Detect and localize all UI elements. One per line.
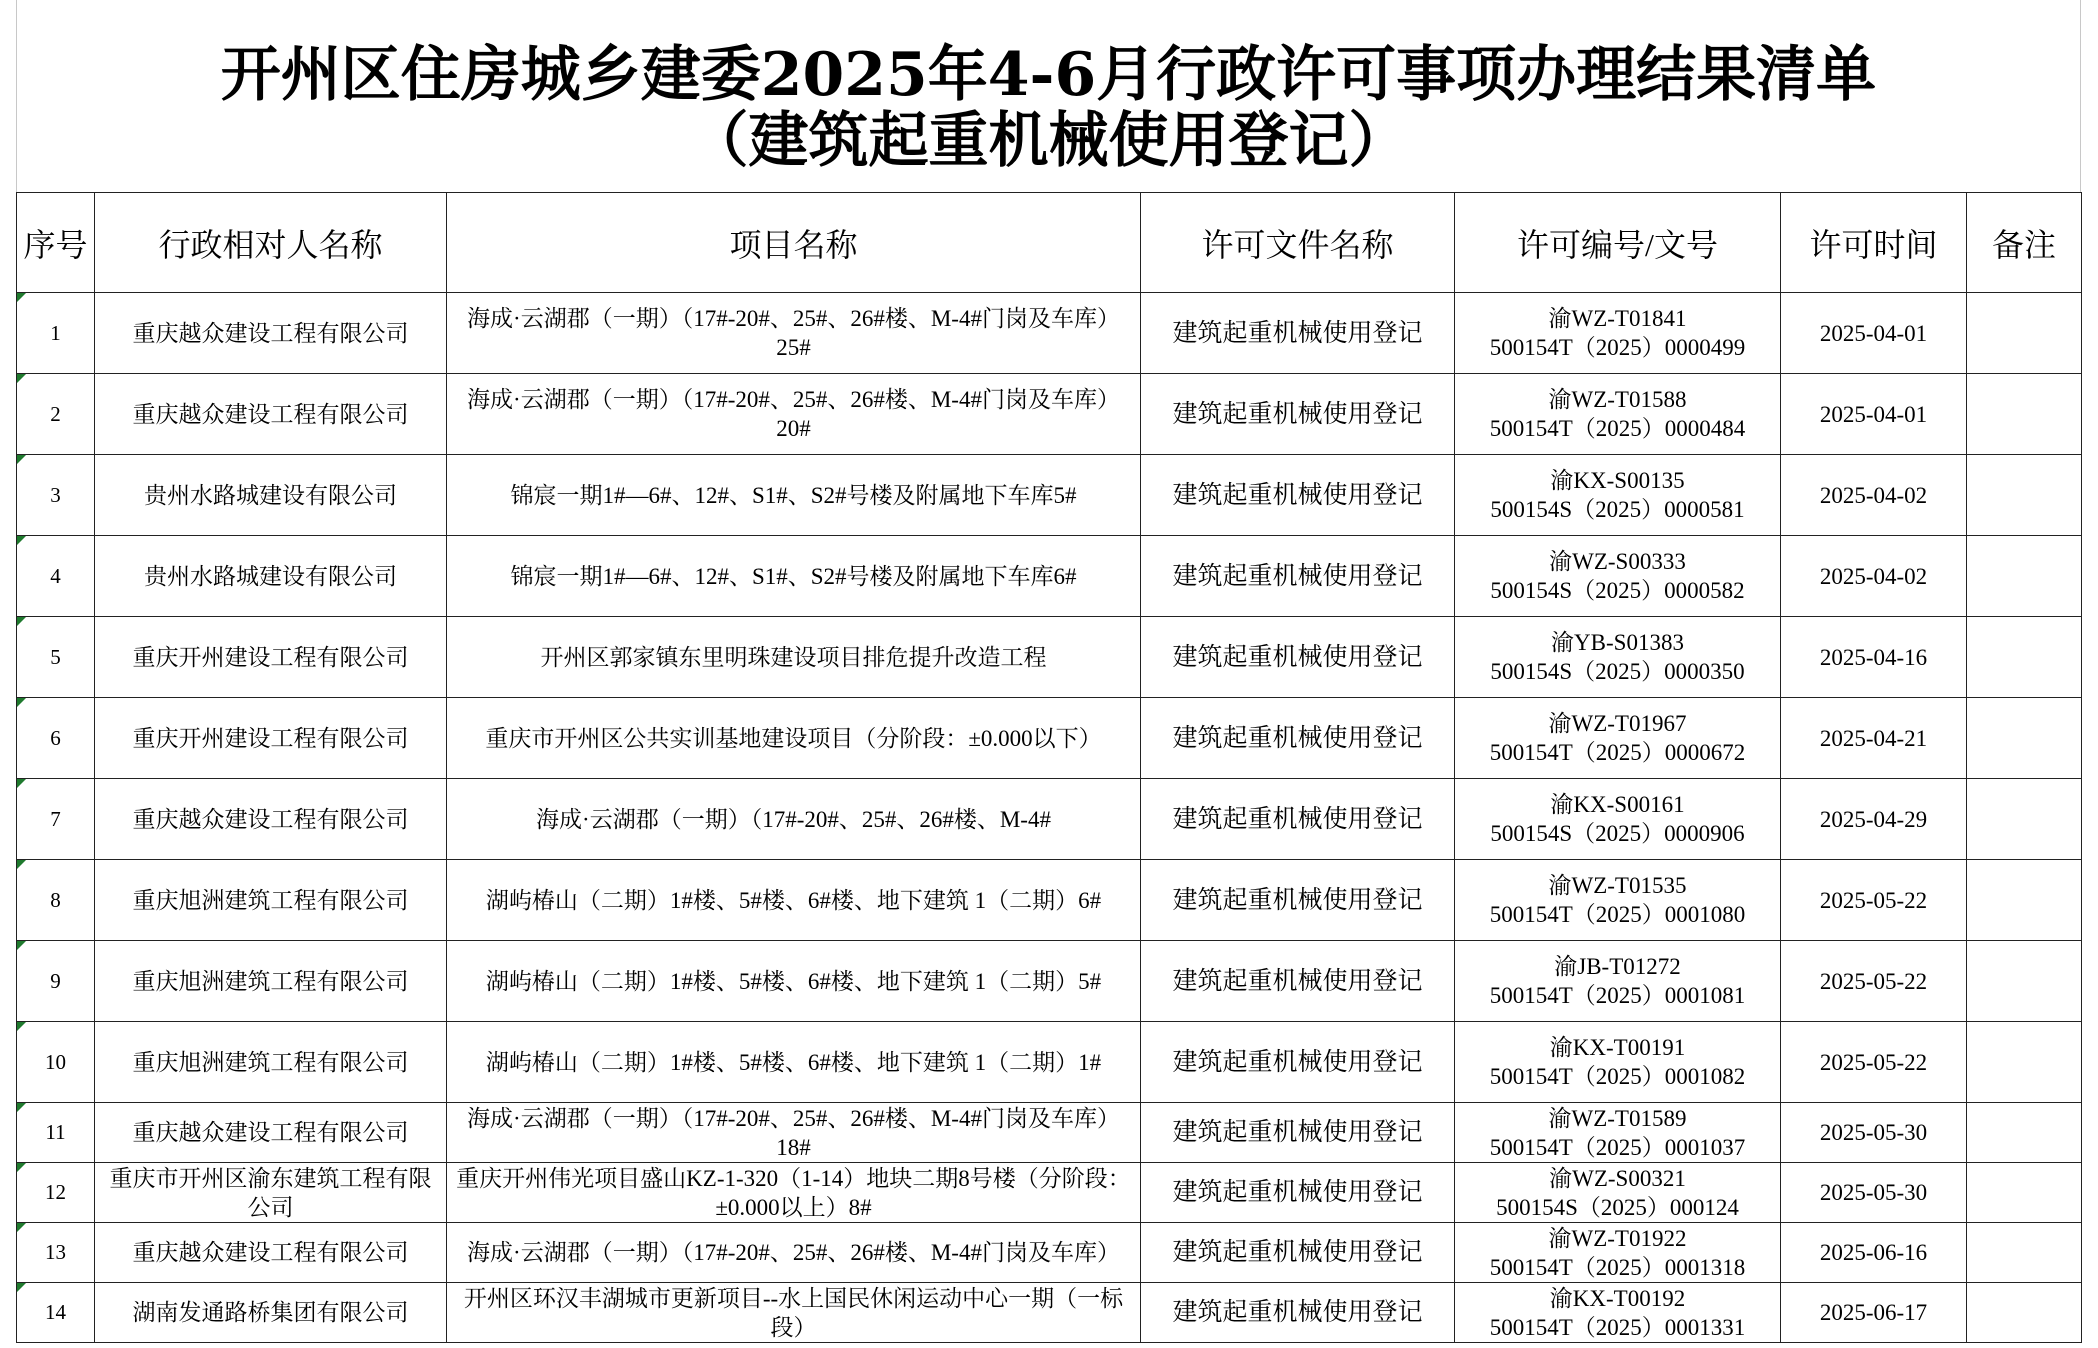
project-name: 开州区环汉丰湖城市更新项目--水上国民休闲运动中心一期（一标段） — [463, 1285, 1124, 1340]
seq-cell — [17, 536, 95, 617]
document-name-cell — [1141, 1103, 1455, 1163]
remark-cell — [1967, 617, 2082, 698]
permit-number-cell — [1455, 1223, 1781, 1283]
table-row — [17, 779, 2082, 860]
error-indicator-icon — [17, 698, 26, 707]
permit-code: 渝KX-S00161 — [1550, 792, 1685, 817]
permit-date-cell — [1781, 455, 1967, 536]
seq-cell — [17, 455, 95, 536]
permit-code: 渝JB-T01272 — [1554, 954, 1681, 979]
permit-doc-number: 500154T（2025）0001082 — [1489, 1064, 1746, 1089]
seq-number: 6 — [50, 725, 61, 750]
applicant-cell — [95, 293, 447, 374]
table-row — [17, 374, 2082, 455]
seq-number: 12 — [45, 1180, 66, 1204]
applicant-name: 贵州水路城建设有限公司 — [144, 563, 397, 589]
applicant-cell — [95, 779, 447, 860]
permit-code: 渝WZ-S00333 — [1549, 549, 1686, 574]
document-name: 建筑起重机械使用登记 — [1172, 886, 1423, 914]
permit-date: 2025-04-01 — [1819, 401, 1928, 427]
page-subtitle: （建筑起重机械使用登记） — [688, 106, 1409, 176]
permit-doc-number: 500154S（2025）0000581 — [1490, 497, 1745, 522]
document-name: 建筑起重机械使用登记 — [1172, 1119, 1423, 1146]
remark-cell — [1967, 860, 2082, 941]
applicant-name: 重庆旭洲建筑工程有限公司 — [132, 1049, 409, 1075]
seq-number: 10 — [45, 1049, 66, 1074]
error-indicator-icon — [17, 1283, 26, 1292]
document-name-cell — [1141, 374, 1455, 455]
permit-date-cell — [1781, 860, 1967, 941]
project-name: 海成·云湖郡（一期）（17#-20#、25#、26#楼、M-4#门岗及车库）20# — [467, 387, 1120, 441]
permit-doc-number: 500154T（2025）0001318 — [1489, 1254, 1746, 1280]
document-name: 建筑起重机械使用登记 — [1172, 562, 1423, 590]
seq-number: 14 — [45, 1300, 66, 1324]
applicant-name: 重庆越众建设工程有限公司 — [132, 1240, 409, 1265]
project-cell — [447, 941, 1141, 1022]
permit-date: 2025-05-22 — [1819, 887, 1928, 913]
permit-date: 2025-05-30 — [1819, 1180, 1928, 1205]
table-header-row — [17, 193, 2082, 293]
document-name: 建筑起重机械使用登记 — [1172, 319, 1423, 347]
permit-date-cell — [1781, 1103, 1967, 1163]
permit-date-cell — [1781, 1022, 1967, 1103]
permit-code: 渝WZ-T01967 — [1548, 711, 1687, 736]
project-name: 海成·云湖郡（一期）（17#-20#、25#、26#楼、M-4#门岗及车库）18# — [467, 1105, 1120, 1160]
remark-cell — [1967, 941, 2082, 1022]
applicant-cell — [95, 1022, 447, 1103]
seq-cell — [17, 374, 95, 455]
permit-code: 渝KX-T00191 — [1549, 1035, 1686, 1060]
seq-number: 13 — [45, 1240, 66, 1264]
permit-date-cell — [1781, 941, 1967, 1022]
project-cell — [447, 293, 1141, 374]
permit-date: 2025-06-16 — [1819, 1240, 1928, 1265]
project-name: 湖屿椿山（二期）1#楼、5#楼、6#楼、地下建筑 1（二期）5# — [485, 968, 1102, 994]
error-indicator-icon — [17, 860, 26, 869]
table-row — [17, 698, 2082, 779]
permit-code: 渝WZ-T01922 — [1548, 1225, 1687, 1251]
permit-number-cell — [1455, 293, 1781, 374]
seq-number: 7 — [50, 806, 61, 831]
applicant-cell — [95, 860, 447, 941]
seq-number: 4 — [50, 563, 61, 588]
project-cell — [447, 1283, 1141, 1343]
document-name: 建筑起重机械使用登记 — [1172, 967, 1423, 995]
document-name-cell — [1141, 455, 1455, 536]
seq-number: 3 — [50, 482, 61, 507]
project-cell — [447, 617, 1141, 698]
permit-code: 渝WZ-T01589 — [1548, 1105, 1687, 1131]
header-document-name: 许可文件名称 — [1141, 193, 1455, 293]
permit-doc-number: 500154T（2025）0001037 — [1489, 1134, 1746, 1160]
remark-cell — [1967, 1163, 2082, 1223]
permit-date-cell — [1781, 1283, 1967, 1343]
error-indicator-icon — [17, 455, 26, 464]
seq-cell — [17, 1022, 95, 1103]
header-permit-number: 许可编号/文号 — [1455, 193, 1781, 293]
table-body — [17, 293, 2082, 1343]
applicant-name: 重庆旭洲建筑工程有限公司 — [132, 968, 409, 994]
permit-date: 2025-06-17 — [1819, 1300, 1928, 1325]
header-remark: 备注 — [1967, 193, 2082, 293]
seq-cell — [17, 698, 95, 779]
permit-code: 渝KX-T00192 — [1549, 1285, 1686, 1311]
project-name: 海成·云湖郡（一期）（17#-20#、25#、26#楼、M-4#门岗及车库） — [467, 1240, 1120, 1265]
document-name-cell — [1141, 941, 1455, 1022]
document-name: 建筑起重机械使用登记 — [1172, 1239, 1423, 1266]
error-indicator-icon — [17, 779, 26, 788]
seq-cell — [17, 779, 95, 860]
document-name: 建筑起重机械使用登记 — [1172, 805, 1423, 833]
applicant-name: 湖南发通路桥集团有限公司 — [132, 1300, 409, 1325]
table-row — [17, 941, 2082, 1022]
table-row — [17, 536, 2082, 617]
permit-date-cell — [1781, 1223, 1967, 1283]
permit-date-cell — [1781, 698, 1967, 779]
permit-doc-number: 500154T（2025）0000484 — [1489, 416, 1746, 441]
permit-number-cell — [1455, 1163, 1781, 1223]
permit-code: 渝WZ-S00321 — [1549, 1165, 1686, 1191]
permit-code: 渝WZ-T01588 — [1548, 387, 1687, 412]
remark-cell — [1967, 455, 2082, 536]
project-cell — [447, 779, 1141, 860]
applicant-name: 重庆开州建设工程有限公司 — [132, 725, 409, 751]
seq-cell — [17, 1103, 95, 1163]
document-name: 建筑起重机械使用登记 — [1172, 1299, 1423, 1326]
error-indicator-icon — [17, 1022, 26, 1031]
project-cell — [447, 698, 1141, 779]
project-name: 重庆开州伟光项目盛山KZ-1-320（1-14）地块二期8号楼（分阶段：±0.000以上）8# — [456, 1165, 1131, 1220]
document-name-cell — [1141, 779, 1455, 860]
error-indicator-icon — [17, 374, 26, 383]
error-indicator-icon — [17, 1103, 26, 1112]
permit-date-cell — [1781, 536, 1967, 617]
document-name: 建筑起重机械使用登记 — [1172, 643, 1423, 671]
permit-date-cell — [1781, 374, 1967, 455]
permit-doc-number: 500154T（2025）0000499 — [1489, 335, 1746, 360]
document-name: 建筑起重机械使用登记 — [1172, 1179, 1423, 1206]
permit-doc-number: 500154T（2025）0001081 — [1489, 983, 1746, 1008]
table-row — [17, 1163, 2082, 1223]
applicant-name: 重庆越众建设工程有限公司 — [132, 1120, 409, 1145]
error-indicator-icon — [17, 293, 26, 302]
project-cell — [447, 374, 1141, 455]
error-indicator-icon — [17, 1163, 26, 1172]
remark-cell — [1967, 1022, 2082, 1103]
applicant-cell — [95, 617, 447, 698]
document-name: 建筑起重机械使用登记 — [1172, 724, 1423, 752]
remark-cell — [1967, 779, 2082, 860]
remark-cell — [1967, 536, 2082, 617]
title-block — [16, 0, 2081, 192]
seq-number: 2 — [50, 401, 61, 426]
permit-date: 2025-05-22 — [1819, 968, 1928, 994]
document-name-cell — [1141, 617, 1455, 698]
project-cell — [447, 1022, 1141, 1103]
permit-code: 渝WZ-T01841 — [1548, 306, 1687, 331]
error-indicator-icon — [17, 1223, 26, 1232]
remark-cell — [1967, 293, 2082, 374]
project-name: 锦宸一期1#—6#、12#、S1#、S2#号楼及附属地下车库6# — [510, 563, 1077, 589]
permit-doc-number: 500154S（2025）0000350 — [1490, 659, 1745, 684]
project-cell — [447, 860, 1141, 941]
permit-date: 2025-04-02 — [1819, 563, 1928, 589]
seq-number: 8 — [50, 887, 61, 912]
permit-date: 2025-05-30 — [1819, 1120, 1928, 1145]
permit-number-cell — [1455, 860, 1781, 941]
project-cell — [447, 1103, 1141, 1163]
error-indicator-icon — [17, 536, 26, 545]
applicant-cell — [95, 1223, 447, 1283]
document-name-cell — [1141, 1283, 1455, 1343]
applicant-name: 重庆市开州区渝东建筑工程有限公司 — [109, 1165, 432, 1220]
permit-doc-number: 500154T（2025）0001080 — [1489, 902, 1746, 927]
permit-doc-number: 500154S（2025）000124 — [1496, 1194, 1739, 1220]
project-name: 重庆市开州区公共实训基地建设项目（分阶段：±0.000以下） — [485, 725, 1102, 751]
header-permit-date: 许可时间 — [1781, 193, 1967, 293]
error-indicator-icon — [17, 941, 26, 950]
document-name-cell — [1141, 860, 1455, 941]
table-row — [17, 1223, 2082, 1283]
permit-code: 渝WZ-T01535 — [1548, 873, 1687, 898]
document-name: 建筑起重机械使用登记 — [1172, 481, 1423, 509]
permit-date: 2025-05-22 — [1819, 1049, 1928, 1075]
seq-number: 1 — [50, 320, 61, 345]
permit-number-cell — [1455, 374, 1781, 455]
header-seq: 序号 — [17, 193, 95, 293]
table-row — [17, 455, 2082, 536]
permit-date: 2025-04-21 — [1819, 725, 1928, 751]
permit-number-cell — [1455, 1022, 1781, 1103]
table-row — [17, 1283, 2082, 1343]
applicant-cell — [95, 941, 447, 1022]
table-row — [17, 293, 2082, 374]
project-name: 海成·云湖郡（一期）（17#-20#、25#、26#楼、M-4# — [536, 806, 1051, 832]
seq-cell — [17, 941, 95, 1022]
permit-code: 渝KX-S00135 — [1550, 468, 1685, 493]
page-title: 开州区住房城乡建委2025年4-6月行政许可事项办理结果清单 — [220, 40, 1877, 110]
seq-cell — [17, 293, 95, 374]
document-name: 建筑起重机械使用登记 — [1172, 400, 1423, 428]
seq-cell — [17, 617, 95, 698]
permit-number-cell — [1455, 698, 1781, 779]
permit-number-cell — [1455, 455, 1781, 536]
permit-number-cell — [1455, 536, 1781, 617]
permit-date-cell — [1781, 779, 1967, 860]
permit-number-cell — [1455, 617, 1781, 698]
document-name-cell — [1141, 1022, 1455, 1103]
applicant-name: 重庆越众建设工程有限公司 — [132, 806, 409, 832]
seq-number: 9 — [50, 968, 61, 993]
seq-cell — [17, 1223, 95, 1283]
permit-date-cell — [1781, 293, 1967, 374]
permit-number-cell — [1455, 941, 1781, 1022]
project-name: 开州区郭家镇东里明珠建设项目排危提升改造工程 — [540, 644, 1047, 670]
table-row — [17, 860, 2082, 941]
project-cell — [447, 455, 1141, 536]
applicant-name: 重庆越众建设工程有限公司 — [132, 320, 409, 346]
permit-date: 2025-04-01 — [1819, 320, 1928, 346]
applicant-cell — [95, 536, 447, 617]
applicant-name: 贵州水路城建设有限公司 — [144, 482, 397, 508]
applicant-name: 重庆开州建设工程有限公司 — [132, 644, 409, 670]
remark-cell — [1967, 698, 2082, 779]
document-name: 建筑起重机械使用登记 — [1172, 1048, 1423, 1076]
permit-doc-number: 500154T（2025）0001331 — [1489, 1314, 1746, 1340]
permit-date-cell — [1781, 1163, 1967, 1223]
permit-date: 2025-04-16 — [1819, 644, 1928, 670]
permit-number-cell — [1455, 779, 1781, 860]
document-name-cell — [1141, 293, 1455, 374]
header-applicant: 行政相对人名称 — [95, 193, 447, 293]
project-name: 湖屿椿山（二期）1#楼、5#楼、6#楼、地下建筑 1（二期）6# — [485, 887, 1102, 913]
permit-date: 2025-04-29 — [1819, 806, 1928, 832]
permit-doc-number: 500154T（2025）0000672 — [1489, 740, 1746, 765]
remark-cell — [1967, 1283, 2082, 1343]
applicant-cell — [95, 455, 447, 536]
error-indicator-icon — [17, 617, 26, 626]
permit-code: 渝YB-S01383 — [1551, 630, 1684, 655]
permit-doc-number: 500154S（2025）0000906 — [1490, 821, 1745, 846]
table-row — [17, 1022, 2082, 1103]
table-row — [17, 1103, 2082, 1163]
document-name-cell — [1141, 1223, 1455, 1283]
seq-number: 5 — [50, 644, 61, 669]
seq-number: 11 — [45, 1120, 66, 1144]
project-name: 海成·云湖郡（一期）（17#-20#、25#、26#楼、M-4#门岗及车库）25# — [467, 306, 1120, 360]
permit-number-cell — [1455, 1283, 1781, 1343]
applicant-cell — [95, 1103, 447, 1163]
permit-doc-number: 500154S（2025）0000582 — [1490, 578, 1745, 603]
project-cell — [447, 1223, 1141, 1283]
applicant-name: 重庆旭洲建筑工程有限公司 — [132, 887, 409, 913]
applicant-cell — [95, 698, 447, 779]
document-name-cell — [1141, 698, 1455, 779]
table-row — [17, 617, 2082, 698]
project-cell — [447, 1163, 1141, 1223]
permit-date-cell — [1781, 617, 1967, 698]
header-project: 项目名称 — [447, 193, 1141, 293]
seq-cell — [17, 860, 95, 941]
permit-results-table — [16, 192, 2082, 1343]
document-name-cell — [1141, 1163, 1455, 1223]
remark-cell — [1967, 1103, 2082, 1163]
seq-cell — [17, 1283, 95, 1343]
project-cell — [447, 536, 1141, 617]
applicant-cell — [95, 1283, 447, 1343]
remark-cell — [1967, 374, 2082, 455]
permit-number-cell — [1455, 1103, 1781, 1163]
project-name: 锦宸一期1#—6#、12#、S1#、S2#号楼及附属地下车库5# — [510, 482, 1077, 508]
project-name: 湖屿椿山（二期）1#楼、5#楼、6#楼、地下建筑 1（二期）1# — [485, 1049, 1102, 1075]
remark-cell — [1967, 1223, 2082, 1283]
applicant-name: 重庆越众建设工程有限公司 — [132, 401, 409, 427]
applicant-cell — [95, 1163, 447, 1223]
applicant-cell — [95, 374, 447, 455]
permit-date: 2025-04-02 — [1819, 482, 1928, 508]
seq-cell — [17, 1163, 95, 1223]
document-name-cell — [1141, 536, 1455, 617]
